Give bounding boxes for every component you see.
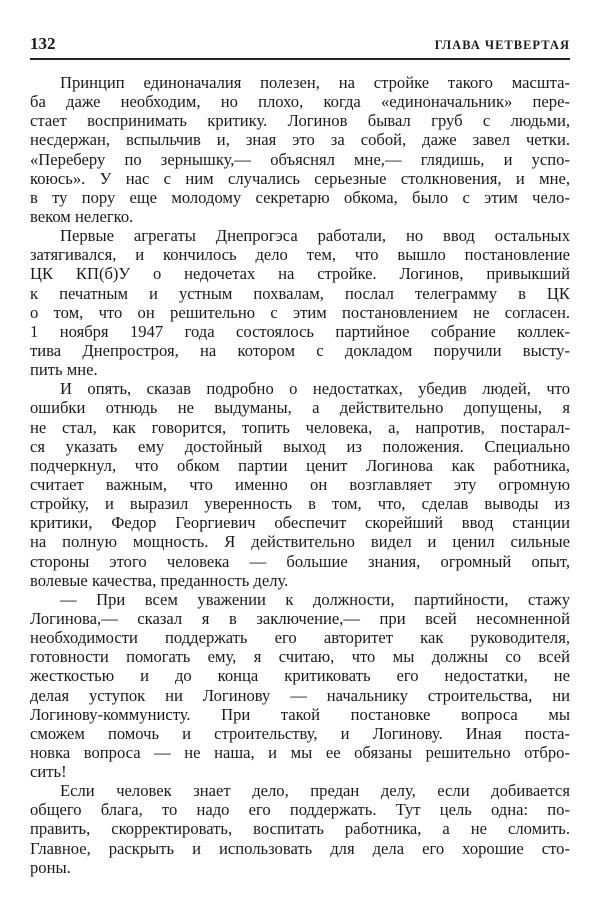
text-line: коюсь». У нас с ним случались серьезные столкновения, и мне,	[30, 168, 570, 188]
text-line: стройку, и выразил уверенность в том, что, сделав выводы из	[30, 494, 570, 514]
text-line: жесткостью и до конца критиковать его недостатки, не	[30, 666, 570, 686]
text-line: ба даже необходим, но плохо, когда «единоначальник» пере-	[30, 92, 570, 112]
running-header	[30, 34, 570, 60]
text-line: Если человек знает дело, предан делу, если добивается	[60, 781, 570, 801]
text-line: сить!	[30, 762, 67, 782]
text-line: править, скорректировать, воспитать работника, а не сломить.	[30, 819, 570, 839]
text-line: критики, Федор Георгиевич обеспечит скорейший ввод станции	[30, 513, 570, 533]
text-line: делая уступок ни Логинову — начальнику строительства, ни	[30, 685, 570, 705]
text-line: Главное, раскрыть и использовать для дела его хорошие сто-	[30, 838, 570, 858]
text-line: Первые агрегаты Днепрогэса работали, но ввод остальных	[60, 226, 570, 246]
paragraph	[30, 781, 570, 877]
text-line: роны.	[30, 857, 71, 877]
text-line: новка вопроса — не наша, и мы ее обязаны решительно отбро-	[30, 742, 570, 762]
text-line: стороны этого человека — большие знания, огромный опыт,	[30, 551, 570, 571]
paragraph	[30, 590, 570, 781]
text-line: 1 ноября 1947 года состоялось партийное собрание коллек-	[30, 321, 570, 341]
text-line: считает важным, что именно он возглавляет эту огромную	[30, 474, 570, 494]
text-line: И опять, сказав подробно о недостатках, убедив людей, что	[60, 379, 570, 399]
text-line: пить мне.	[30, 360, 98, 380]
text-line: Логинова,— сказал я в заключение,— при всей несомненной	[30, 608, 570, 628]
paragraph	[30, 73, 570, 226]
chapter-title: ГЛАВА ЧЕТВЕРТАЯ	[434, 38, 570, 52]
text-line: ся указать ему достойный выход из положения. Специально	[30, 436, 570, 456]
text-line: необходимости поддержать его авторитет как руководителя,	[30, 628, 570, 648]
text-line: готовности помогать ему, я считаю, что мы должны со всей	[30, 647, 570, 667]
text-line: ошибки отнюдь не выдуманы, а действительно допущены, я	[30, 398, 570, 418]
text-line: стает воспринимать критику. Логинов бывал груб с людьми,	[30, 111, 570, 131]
text-line: подчеркнул, что обком партии ценит Логинова как работника,	[30, 455, 570, 475]
page-number: 132	[30, 34, 56, 53]
text-line: Логинову-коммунисту. При такой постановке вопроса мы	[30, 704, 570, 724]
text-line: веком нелегко.	[30, 206, 134, 226]
text-line: — При всем уважении к должности, партийности, стажу	[60, 589, 570, 609]
text-line: Принцип единоначалия полезен, на стройке такого масшта-	[60, 73, 570, 92]
text-line: не стал, как говорится, топить человека, а, напротив, постарал-	[30, 417, 570, 437]
text-line: на полную мощность. Я действительно видел и ценил сильные	[30, 532, 570, 552]
text-line: ЦК КП(б)У о недочетах на стройке. Логинов, привыкший	[30, 264, 570, 284]
text-line: несдержан, вспыльчив и, зная это за собой, даже завел четки.	[30, 130, 570, 150]
paragraph	[30, 226, 570, 379]
text-line: затягивался, и кончилось дело тем, что вышло постановление	[30, 245, 570, 265]
text-line: общего блага, то надо его поддержать. Тут цель одна: по-	[30, 800, 570, 820]
body-text	[30, 73, 570, 877]
text-line: тива Днепростроя, на котором с докладом поручили высту-	[30, 340, 570, 360]
text-line: к печатным и устным похвалам, послал телеграмму в ЦК	[30, 283, 570, 303]
text-line: «Переберу по зернышку,— объяснял мне,— глядишь, и успо-	[30, 149, 570, 169]
text-line: о том, что он решительно с этим постановлением не согласен.	[30, 302, 570, 322]
text-line: волевые качества, преданность делу.	[30, 570, 289, 590]
text-line: сможем помочь и строительству, и Логинову. Иная поста-	[30, 723, 570, 743]
paragraph	[30, 379, 570, 590]
text-line: в ту пору еще молодому секретарю обкома, было с этим чело-	[30, 187, 570, 207]
